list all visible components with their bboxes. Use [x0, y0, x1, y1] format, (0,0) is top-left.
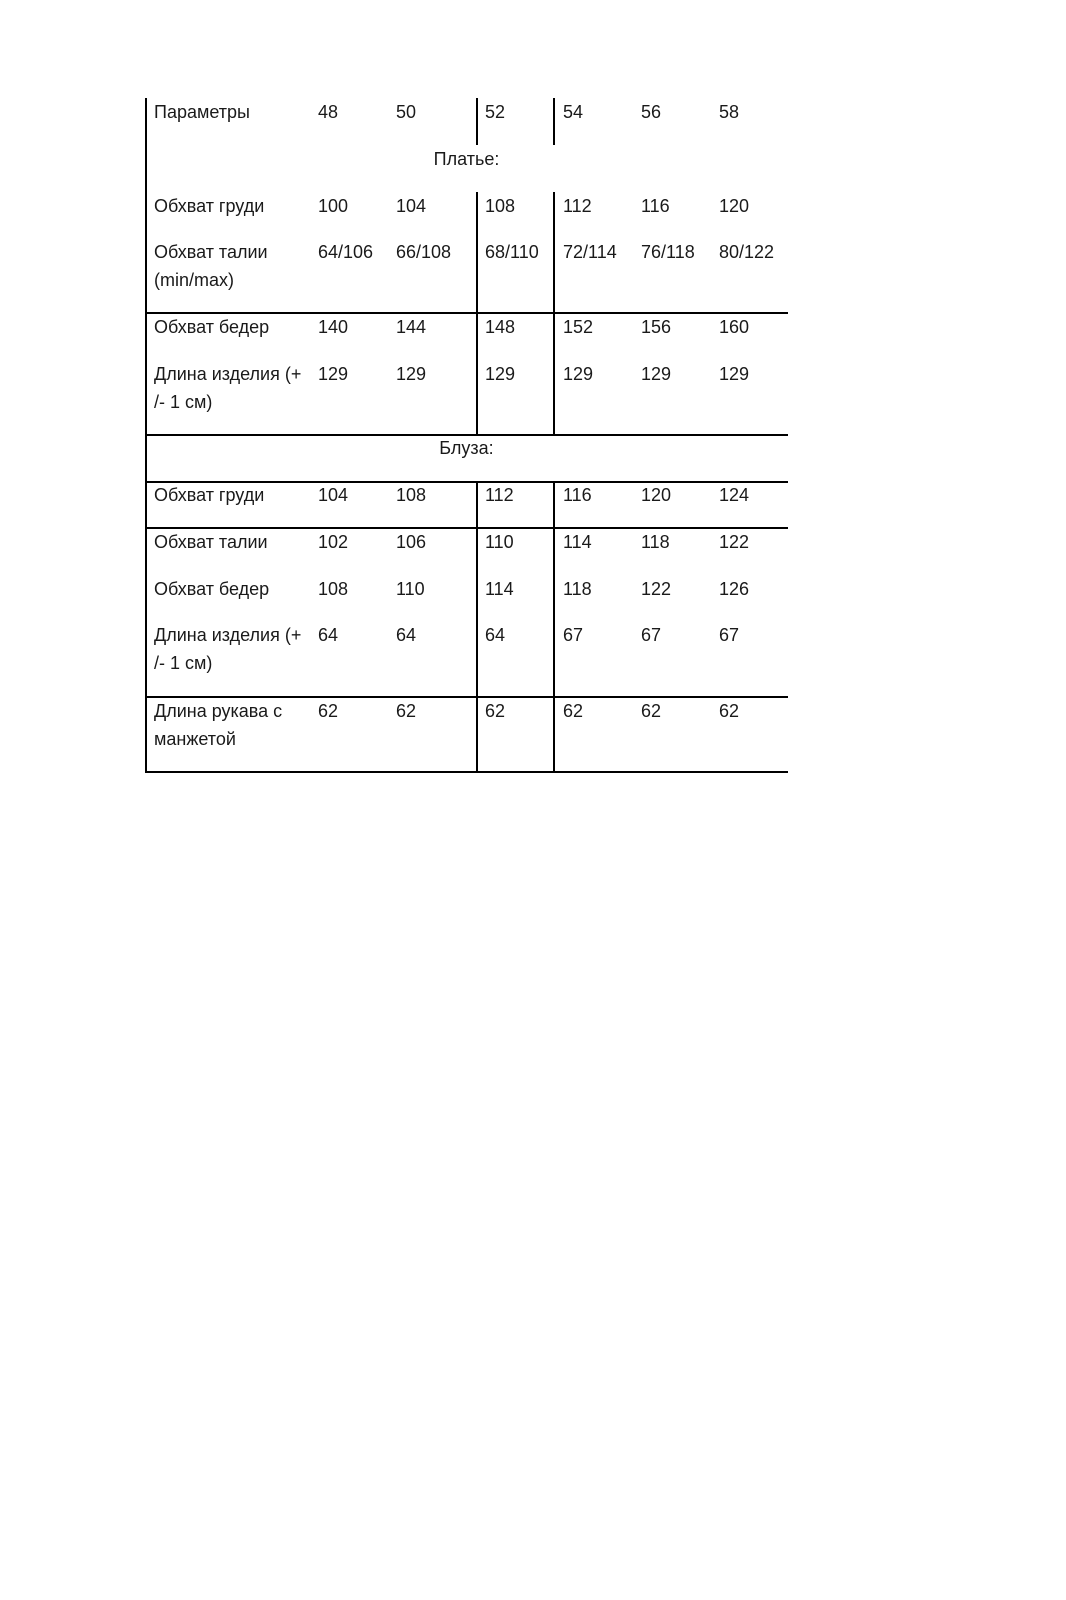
table-cell: 62 — [563, 701, 584, 721]
column-divider — [476, 98, 478, 145]
table-cell: 62 — [641, 701, 662, 721]
table-cell: 118 — [641, 532, 670, 552]
header-size: 54 — [563, 102, 584, 122]
table-cell: 116 — [641, 196, 670, 216]
table-cell: 156 — [641, 317, 672, 337]
table-cell: 126 — [719, 579, 750, 599]
section-title-dress: Платье: — [433, 149, 500, 169]
table-cell: 120 — [641, 485, 672, 505]
column-divider — [476, 481, 478, 772]
table-cell: 129 — [563, 364, 594, 384]
row-label: Обхват груди — [154, 485, 265, 505]
table-cell: 68/110 — [485, 242, 539, 262]
table-cell: 100 — [318, 196, 349, 216]
row-label: Обхват груди — [154, 196, 265, 216]
table-cell: 129 — [318, 364, 349, 384]
table-rule — [145, 771, 788, 773]
table-cell: 108 — [396, 485, 427, 505]
table-cell: 64 — [396, 625, 417, 645]
table-cell: 62 — [719, 701, 740, 721]
header-size: 50 — [396, 102, 417, 122]
table-cell: 67 — [641, 625, 662, 645]
table-cell: 114 — [563, 532, 592, 552]
table-cell: 148 — [485, 317, 516, 337]
table-cell: 108 — [485, 196, 516, 216]
table-cell: 110 — [396, 579, 425, 599]
table-cell: 62 — [318, 701, 339, 721]
table-cell: 112 — [485, 485, 514, 505]
row-label: Длина изделия (+ /- 1 см) — [154, 625, 302, 673]
section-title-blouse: Блуза: — [439, 438, 494, 458]
table-cell: 124 — [719, 485, 750, 505]
table-cell: 72/114 — [563, 242, 617, 262]
column-divider — [553, 98, 555, 145]
table-cell: 108 — [318, 579, 349, 599]
header-size: 58 — [719, 102, 740, 122]
table-cell: 114 — [485, 579, 514, 599]
table-cell: 129 — [396, 364, 427, 384]
table-cell: 129 — [641, 364, 672, 384]
header-size: 48 — [318, 102, 339, 122]
table-cell: 64 — [318, 625, 339, 645]
table-cell: 110 — [485, 532, 514, 552]
table-cell: 116 — [563, 485, 592, 505]
table-cell: 129 — [485, 364, 516, 384]
header-size: 52 — [485, 102, 506, 122]
table-cell: 64 — [485, 625, 506, 645]
table-cell: 104 — [396, 196, 427, 216]
row-label: Обхват бедер — [154, 317, 270, 337]
table-cell: 64/106 — [318, 242, 374, 262]
table-cell: 152 — [563, 317, 594, 337]
row-label: Обхват бедер — [154, 579, 270, 599]
table-cell: 67 — [563, 625, 584, 645]
table-cell: 122 — [641, 579, 672, 599]
table-cell: 62 — [396, 701, 417, 721]
table-cell: 67 — [719, 625, 740, 645]
header-label: Параметры — [154, 102, 250, 122]
table-cell: 112 — [563, 196, 592, 216]
table-cell: 120 — [719, 196, 750, 216]
table-cell: 76/118 — [641, 242, 695, 262]
table-cell: 129 — [719, 364, 750, 384]
table-cell: 62 — [485, 701, 506, 721]
row-label: Длина изделия (+ /- 1 см) — [154, 364, 302, 412]
table-cell: 160 — [719, 317, 750, 337]
header-size: 56 — [641, 102, 662, 122]
row-label: Обхват талии (min/max) — [154, 242, 268, 290]
table-cell: 80/122 — [719, 242, 775, 262]
row-label: Длина рукава с манжетой — [154, 701, 283, 749]
table-cell: 122 — [719, 532, 750, 552]
table-cell: 104 — [318, 485, 349, 505]
table-cell: 118 — [563, 579, 592, 599]
table-cell: 144 — [396, 317, 427, 337]
table-cell: 140 — [318, 317, 349, 337]
column-divider — [553, 192, 555, 434]
column-divider — [553, 481, 555, 772]
column-divider — [476, 192, 478, 434]
table-cell: 106 — [396, 532, 427, 552]
row-label: Обхват талии — [154, 532, 268, 552]
table-cell: 66/108 — [396, 242, 452, 262]
table-cell: 102 — [318, 532, 349, 552]
